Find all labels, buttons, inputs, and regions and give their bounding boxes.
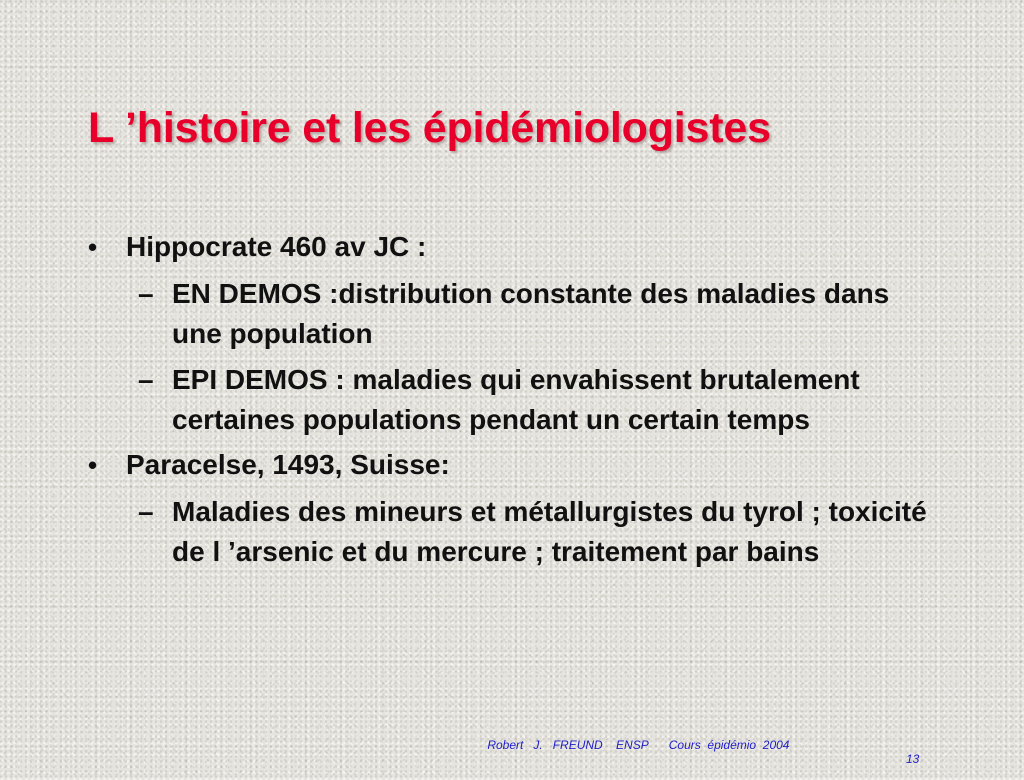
bullet-text: Paracelse, 1493, Suisse: (126, 449, 450, 480)
bullet-marker: • (88, 450, 98, 480)
sub-bullet-text: EN DEMOS :distribution constante des maladies dans une population (172, 278, 890, 349)
bullet-list (86, 228, 946, 578)
slide-footer (474, 724, 920, 780)
slide-title: L ’histoire et les épidémiologistes (88, 104, 771, 152)
sub-bullet-marker: – (138, 278, 154, 309)
bullet-item (86, 446, 946, 484)
sub-bullet-item (86, 274, 946, 354)
sub-bullet-marker: – (138, 364, 154, 395)
footer-author: Robert J. FREUND ENSP (487, 738, 649, 752)
sub-bullet-text: Maladies des mineurs et métallurgistes du tyrol ; toxicité de l ’arsenic et du mercure ; traitement par bains (172, 496, 927, 567)
footer-course: Cours épidémio 2004 (668, 738, 790, 752)
sub-bullet-marker: – (138, 496, 154, 527)
bullet-text: Hippocrate 460 av JC : (126, 231, 427, 262)
sub-bullet-item (86, 492, 946, 572)
footer-page-number: 13 (906, 752, 920, 766)
bullet-marker: • (88, 232, 98, 262)
sub-bullet-text: EPI DEMOS : maladies qui envahissent brutalement certaines populations pendant un certain temps (172, 364, 860, 435)
sub-bullet-item (86, 360, 946, 440)
bullet-item (86, 228, 946, 266)
